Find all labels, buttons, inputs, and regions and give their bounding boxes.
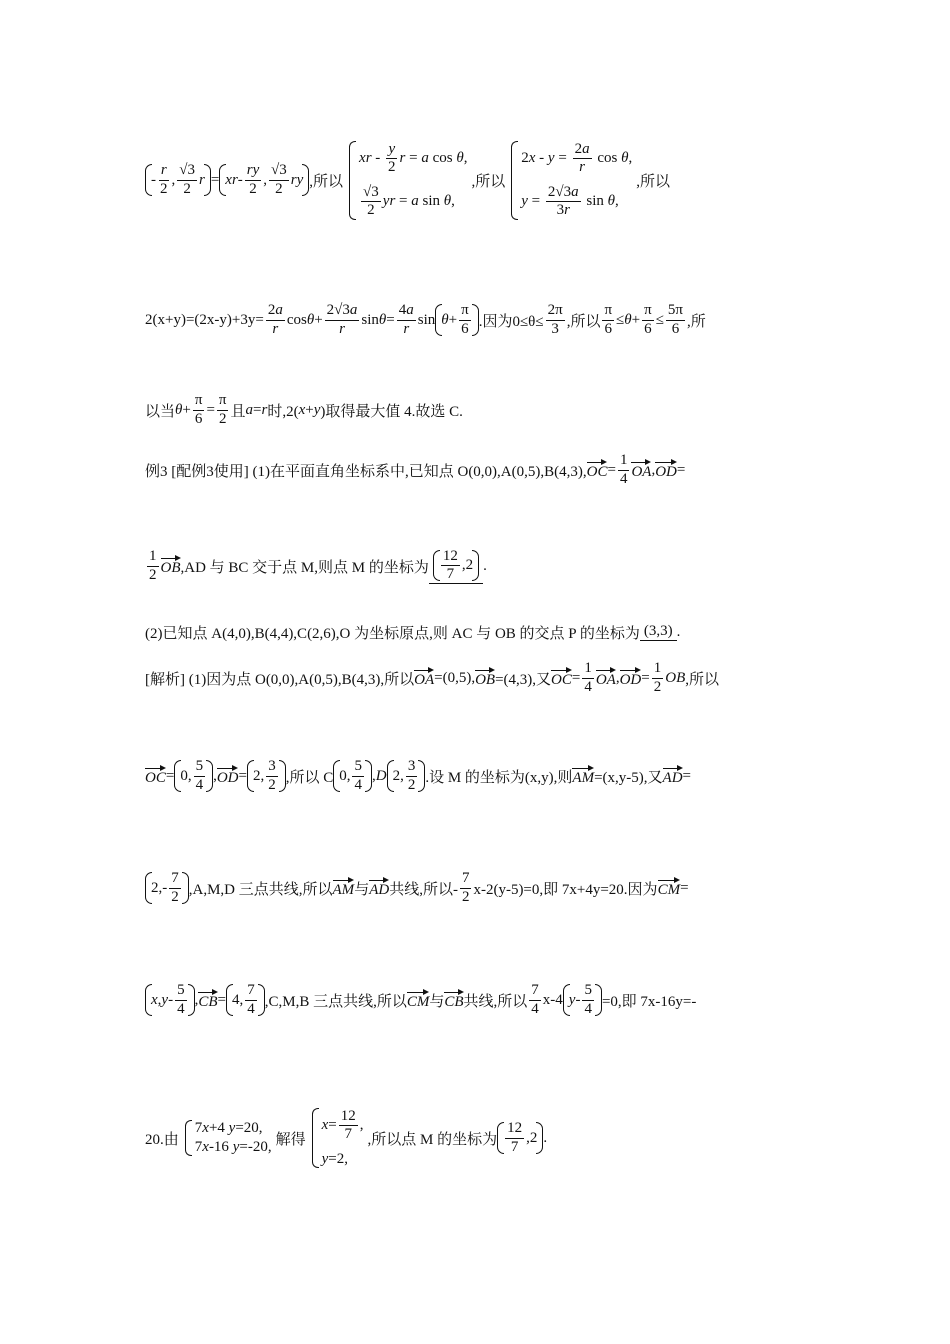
answer-blank: $\frac{12}{7}$ ,2 (429, 548, 483, 585)
example-3-part-2: (2)已知点 A(4,0),B(4,4),C(2,6),O 为坐标原点,则 AC 与 OB 的交点 P 的坐标为 (3,3) . (145, 623, 681, 642)
text-segment: 与 (429, 993, 445, 1010)
text-segment: =(x,y-5),又 (594, 769, 663, 786)
text-segment: 解得 (275, 1131, 306, 1148)
text-segment: ,所以 C (285, 769, 334, 786)
analysis-line-4: x , y - $\frac{5}{4}$ , CB = 4, $\frac{7}{4}$ ,C,M,B 三点共线,所以 CM 与 CB 共线,所以 $\frac{7}{4}$ x-4 y - $\frac{5}{4}$ =0,即 7x-16y=- (145, 972, 810, 1028)
text-segment: (2)已知点 A(4,0),B(4,4),C(2,6),O 为坐标原点,则 AC 与 OB 的交点 P 的坐标为 (145, 625, 640, 642)
paren-expr: θ + $\frac{\pi}{6}$ (435, 302, 478, 338)
text-segment: [解析] (1)因为点 O(0,0),A(0,5),B(4,3),所以 (145, 671, 415, 688)
equation-system: x= $\frac{12}{7}$ , y=2, (310, 1108, 364, 1169)
analysis-line-1: [解析] (1)因为点 O(0,0),A(0,5),B(4,3),所以 OA =(0,5), OB =(4,3),又 OC = $\frac{1}{4}$ OA , OD = $\frac{1}{2}$ OB ,所以 (145, 660, 719, 695)
text-segment: .设 M 的坐标为(x,y),则 (425, 769, 573, 786)
example-3-line: 例3 [配例3使用] (1)在平面直角坐标系中,已知点 O(0,0),A(0,5),B(4,3), OC = $\frac{1}{4}$ OA , OD = (145, 452, 686, 487)
line-3: 以当 θ + $\frac{\pi}{6}$ = $\frac{\pi}{2}$ 且 a = r 时,2( x + y )取得最大值 4.故选 C. (145, 392, 463, 427)
text-segment: ,所以点 M 的坐标为 (367, 1131, 498, 1148)
example-3-line-2: $\frac{1}{2}$ OB ,AD 与 BC 交于点 M,则点 M 的坐标为 $\frac{12}{7}$ ,2 . (149, 547, 487, 583)
paren-expr: - $\frac{r}{2}$ , $\frac{√3}{2}$ r (145, 162, 211, 198)
text-segment: ,所以 (566, 313, 601, 330)
line-1: - $\frac{r}{2}$ , $\frac{√3}{2}$ r = xr - $\frac{ry}{2}$ , $\frac{√3}{2}$ ry ,所以 xr - $\frac{y}{2}$ r = a cos θ, $\frac{√3}{2}$ yr = a sin θ, ,所以 2x - y = $\frac{2a}{r}$ cos θ, y = $\frac{2√3a}{3r}$ sin θ, ,所以 (145, 140, 810, 220)
text-segment: 2(x+y)=(2x-y)+3y= (145, 311, 264, 328)
text-segment: =0,即 7x-16y=- (601, 993, 697, 1010)
analysis-line-3: 2,- $\frac{7}{2}$ ,A,M,D 三点共线,所以 AM 与 AD 共线,所以- $\frac{7}{2}$ x-2(y-5)=0,即 7x+4y=20.因为 CM = (145, 860, 810, 916)
text-segment: ,A,M,D 三点共线,所以 (188, 881, 333, 898)
line-2: 2(x+y)=(2x-y)+3y= $\frac{2a}{r}$ cos θ + $\frac{2√3a}{r}$ sin θ = $\frac{4a}{r}$ sin θ + $\frac{\pi}{6}$ .因为0≤θ≤ $\frac{2\pi}{3}$ ,所以 $\frac{\pi}{6}$ ≤ θ + $\frac{\pi}{6}$ ≤ $\frac{5\pi}{6}$ ,所 (145, 302, 706, 337)
text-segment: x-4 (542, 991, 563, 1008)
equation-system: xr - $\frac{y}{2}$ r = a cos θ, $\frac{√3}{2}$ yr = a sin θ, (347, 141, 467, 220)
text-segment: 共线,所以 (463, 993, 528, 1010)
text-segment: ,所 (687, 313, 706, 330)
analysis-line-2: OC = 0, $\frac{5}{4}$ , OD = 2, $\frac{3}{2}$ ,所以 C 0, $\frac{5}{4}$ , D 2, $\frac{3}{2}$ .设 M 的坐标为(x,y),则 AM =(x,y-5),又 AD = (145, 758, 691, 793)
text-segment: 例3 [配例3使用] (1)在平面直角坐标系中,已知点 O(0,0),A(0,5),B(4,3), (145, 463, 587, 480)
text-segment: =(4,3),又 (495, 671, 552, 688)
text-segment: ,所以 (685, 671, 719, 688)
text-segment: x-2(y-5)=0,即 7x+4y=20.因为 (473, 881, 658, 898)
text-segment: ,所以 (471, 173, 506, 190)
text-segment: 共线,所以- (389, 881, 458, 898)
text-segment: 20.由 (145, 1131, 179, 1148)
text-segment: ,C,M,B 三点共线,所以 (264, 993, 407, 1010)
equation-system: 2x - y = $\frac{2a}{r}$ cos θ, y = $\frac{2√3a}{3r}$ sin θ, (509, 141, 632, 220)
text-segment: =(0,5), (434, 669, 476, 686)
text-segment: .因为0≤θ≤ (478, 313, 544, 330)
paren-expr: xr - $\frac{ry}{2}$ , $\frac{√3}{2}$ ry (219, 162, 309, 198)
text-segment: 与 (354, 881, 370, 898)
analysis-line-5: 20.由 7x+4 y=20, 7x-16 y=-20, 解得 x= $\frac{12}{7}$ , y=2, ,所以点 M 的坐标为 $\frac{12}{7}$ ,2 . (145, 1107, 548, 1168)
text-segment: ,AD 与 BC 交于点 M,则点 M 的坐标为 (180, 559, 429, 576)
answer-blank: (3,3) (640, 623, 677, 641)
equation-system: 7x+4 y=20, 7x-16 y=-20, (183, 1120, 272, 1156)
text-segment: ,所以 (309, 173, 344, 190)
